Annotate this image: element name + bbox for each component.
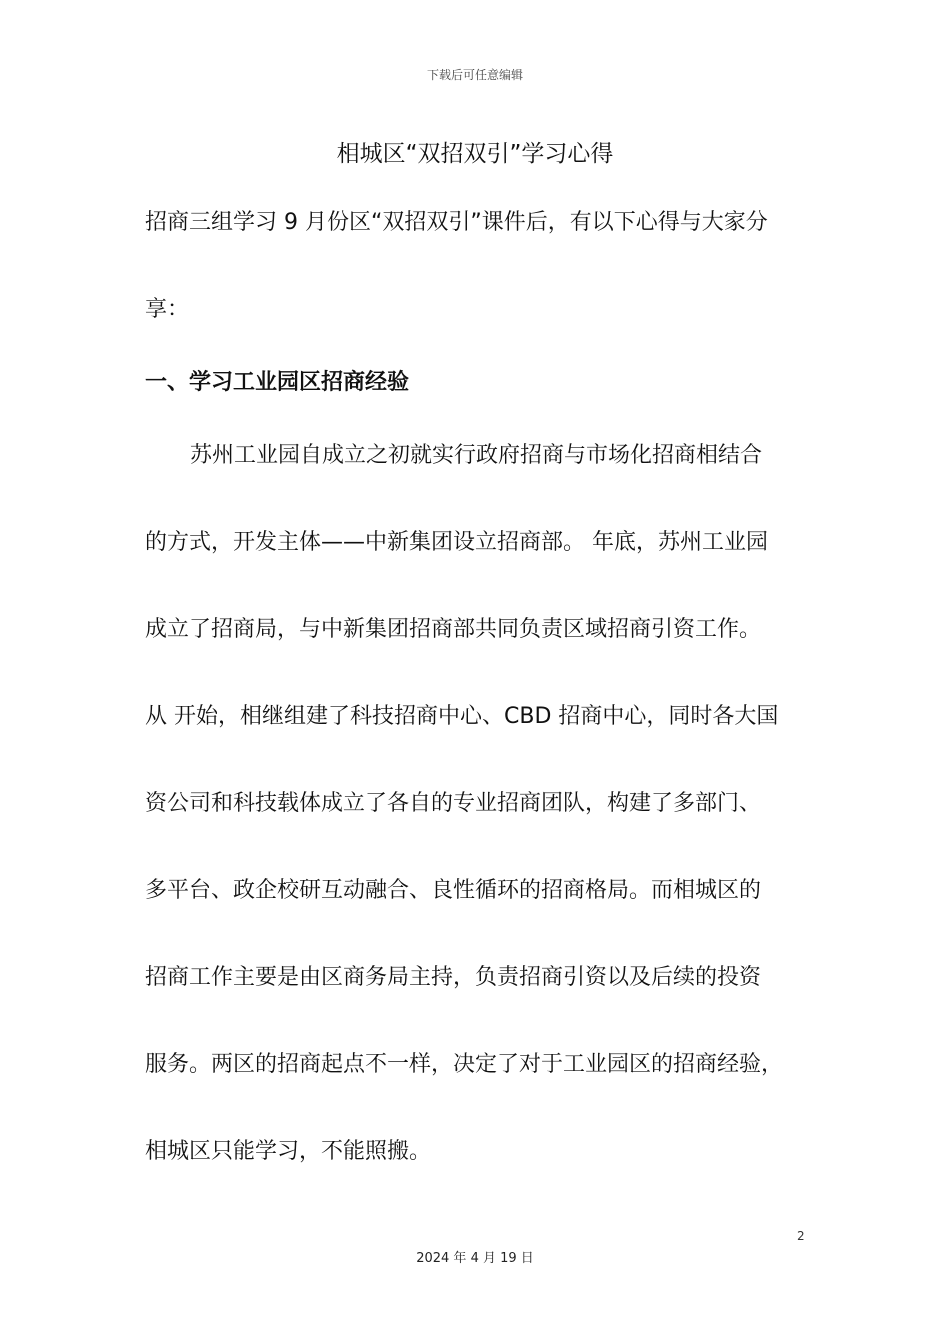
body-line-9: 相城区只能学习，不能照搬。: [145, 1139, 432, 1164]
page-number: 2: [797, 1229, 805, 1243]
footer-date: 2024 年 4 月 19 日: [416, 1251, 534, 1266]
intro-line-1: 招商三组学习 9 月份区“双招双引”课件后，有以下心得与大家分: [145, 210, 768, 235]
body-line-8: 服务。两区的招商起点不一样，决定了对于工业园区的招商经验，: [145, 1052, 784, 1077]
body-line-1: 苏州工业园自成立之初就实行政府招商与市场化招商相结合: [190, 443, 763, 468]
body-line-3: 成立了招商局，与中新集团招商部共同负责区域招商引资工作。: [145, 617, 762, 642]
body-line-2: 的方式，开发主体——中新集团设立招商部。 年底，苏州工业园: [145, 530, 768, 555]
intro-line-2: 享：: [145, 297, 190, 322]
body-line-5: 资公司和科技载体成立了各自的专业招商团队，构建了多部门、: [145, 791, 762, 816]
body-line-7: 招商工作主要是由区商务局主持，负责招商引资以及后续的投资: [145, 965, 762, 990]
document-title: 相城区“双招双引”学习心得: [336, 141, 614, 167]
header-note: 下载后可任意编辑: [426, 68, 523, 82]
section-heading: 一、学习工业园区招商经验: [145, 370, 410, 395]
body-line-6: 多平台、政企校研互动融合、良性循环的招商格局。而相城区的: [145, 878, 762, 903]
body-line-4: 从 开始，相继组建了科技招商中心、CBD 招商中心，同时各大国: [145, 704, 779, 729]
